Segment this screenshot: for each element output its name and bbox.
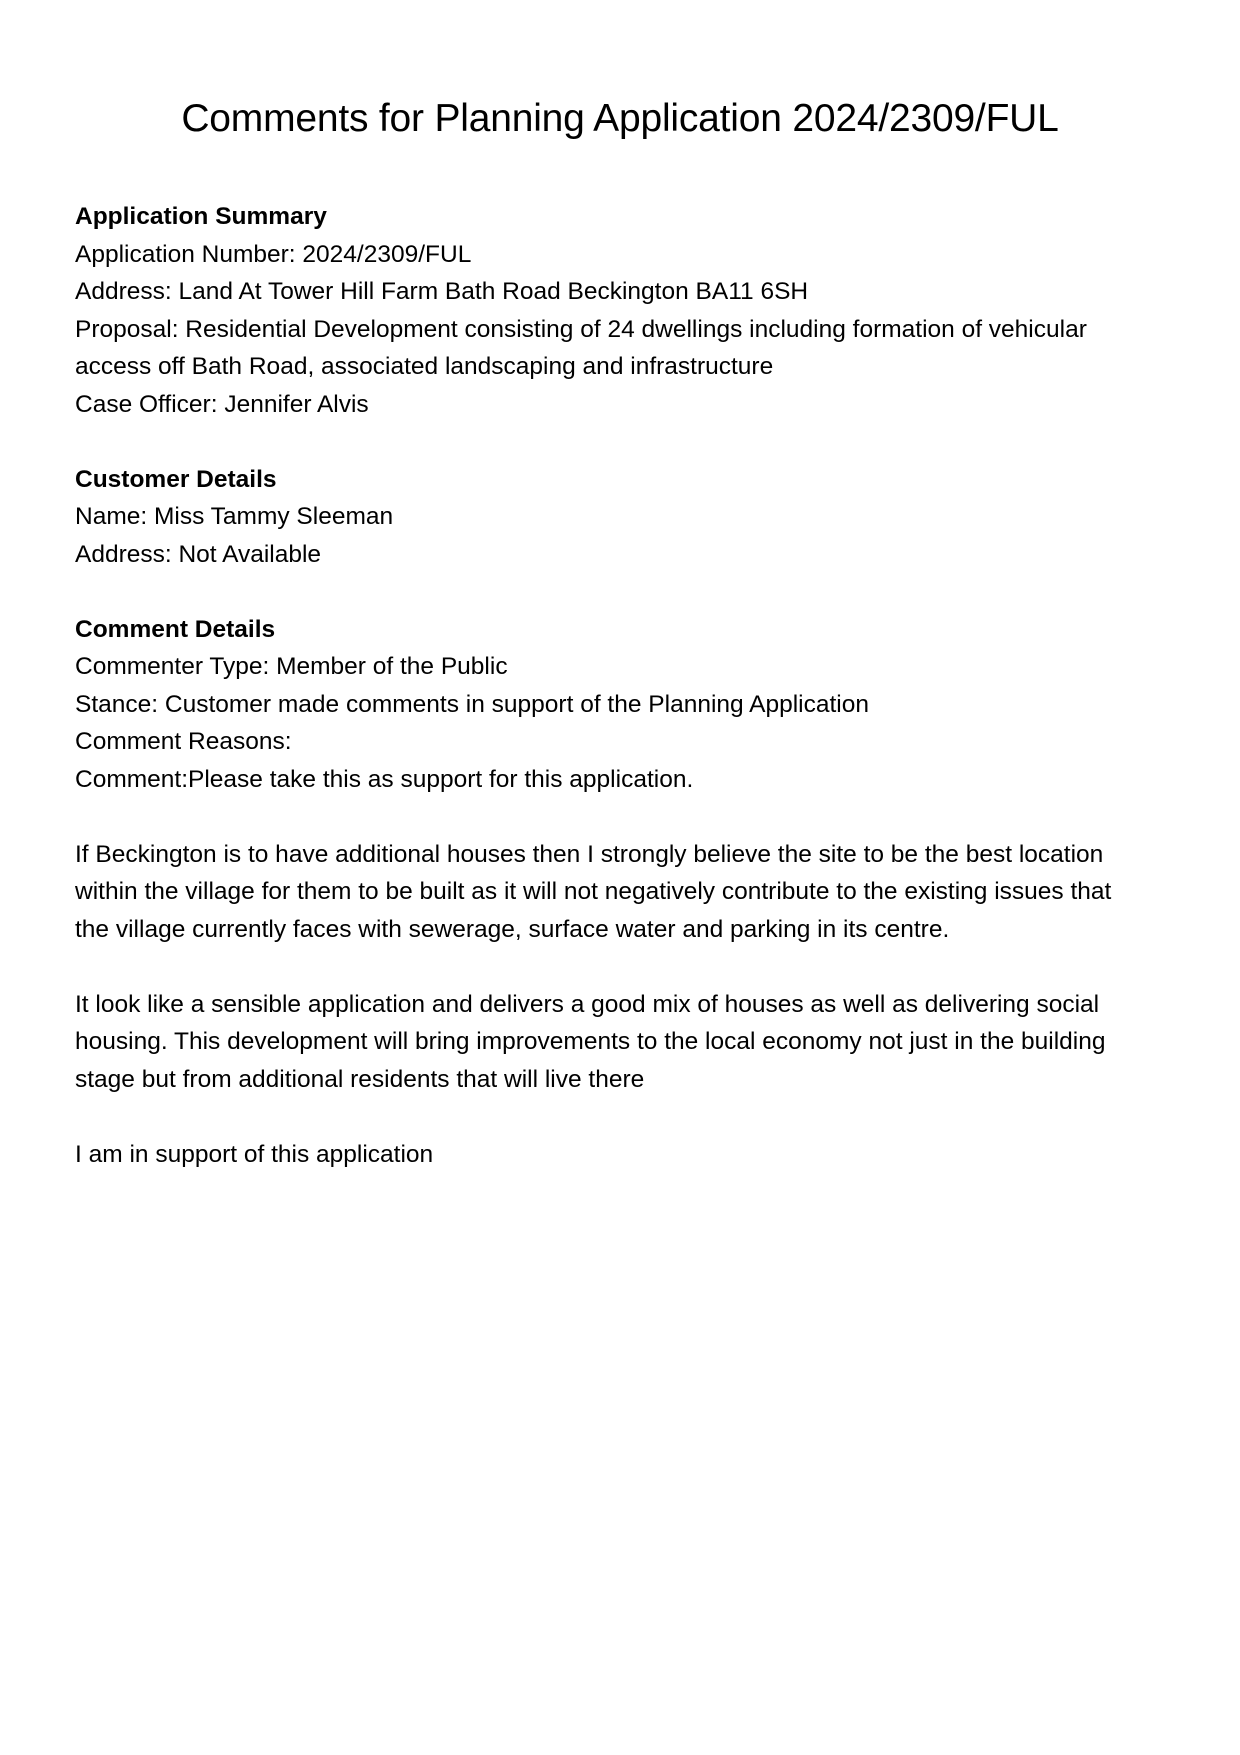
application-number: Application Number: 2024/2309/FUL <box>75 240 472 268</box>
comment-reasons: Comment Reasons: <box>75 728 292 755</box>
page-title: Comments for Planning Application 2024/2309/FUL <box>181 97 1059 140</box>
comment-paragraph: If Beckington is to have additional houses then I strongly believe the site to be the best location within the village for them to be built as it will not negatively contribute to the existing issues that the village currently faces with sewerage, surface water and parking in its centre. <box>75 840 1112 943</box>
comment-details-heading: Comment Details <box>75 615 276 643</box>
customer-name: Name: Miss Tammy Sleeman <box>75 503 394 530</box>
comment-stance: Stance: Customer made comments in support of the Planning Application <box>75 690 869 718</box>
application-proposal: Proposal: Residential Development consisting of 24 dwellings including formation of vehicular access off Bath Road, associated landscaping and infrastructure <box>75 315 1087 380</box>
customer-address: Address: Not Available <box>75 540 322 568</box>
comment-paragraph: I am in support of this application <box>75 1140 434 1168</box>
application-summary-section <box>75 198 1150 423</box>
comment-paragraph: It look like a sensible application and delivers a good mix of houses as well as delivering social housing. This development will bring improvements to the local economy not just in the building stage but from additional residents that will live there <box>75 990 1106 1093</box>
commenter-type: Commenter Type: Member of the Public <box>75 653 508 680</box>
comment-text: Comment:Please take this as support for this application. <box>75 765 694 793</box>
comment-details-section <box>75 611 1150 799</box>
application-summary-heading: Application Summary <box>75 203 327 230</box>
application-address: Address: Land At Tower Hill Farm Bath Road Beckington BA11 6SH <box>75 278 809 305</box>
document-content <box>75 198 1150 1211</box>
case-officer: Case Officer: Jennifer Alvis <box>75 390 369 418</box>
customer-details-section <box>75 461 1150 574</box>
customer-details-heading: Customer Details <box>75 465 277 493</box>
